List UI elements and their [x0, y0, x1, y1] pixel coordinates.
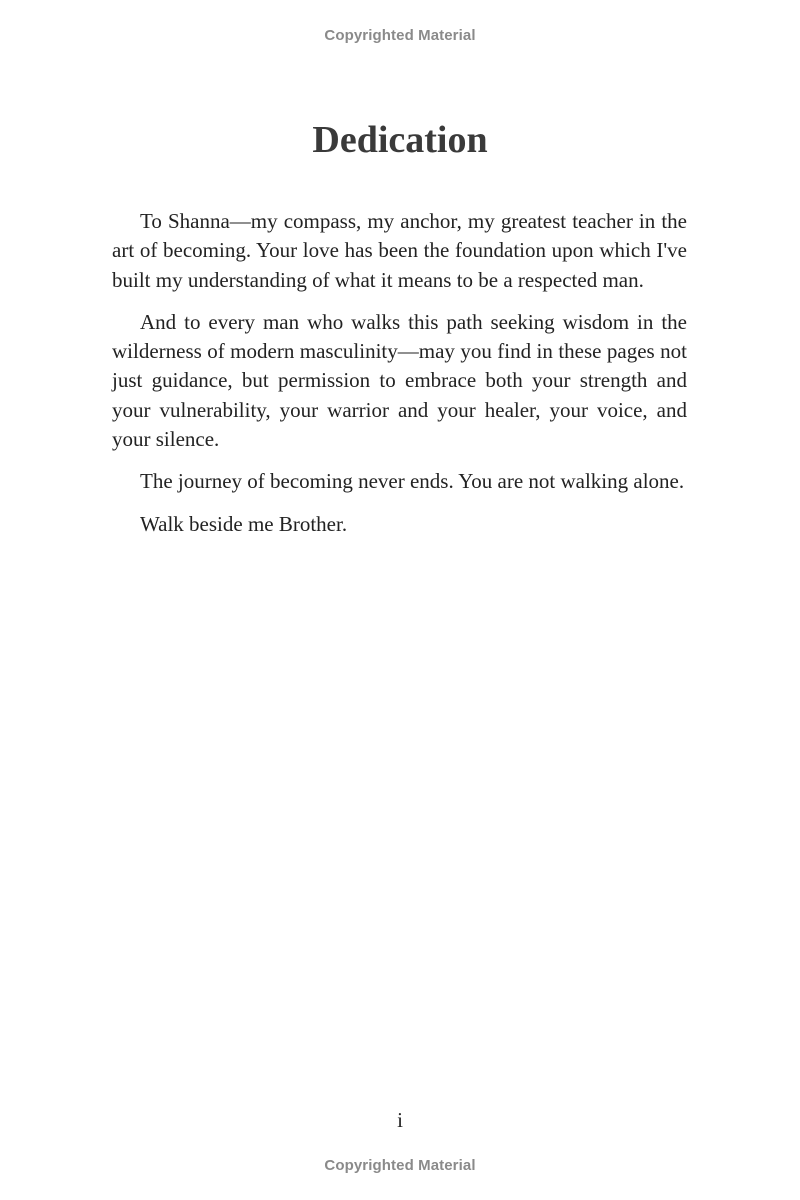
dedication-paragraph-4: Walk beside me Brother.: [140, 511, 348, 536]
copyright-watermark-top: Copyrighted Material: [324, 27, 476, 44]
dedication-body: [112, 207, 687, 552]
copyright-watermark-bottom: Copyrighted Material: [324, 1157, 476, 1174]
dedication-paragraph-2: And to every man who walks this path seeking wisdom in the wilderness of modern masculinity—may you find in these pages not just guidance, but permission to embrace both your strength and your vulnerability, your warrior and your healer, your voice, and your silence.: [112, 309, 687, 452]
dedication-paragraph-3: The journey of becoming never ends. You are not walking alone.: [140, 469, 685, 494]
page-title: Dedication: [312, 119, 488, 161]
page-number: i: [397, 1108, 403, 1132]
dedication-paragraph-1: To Shanna—my compass, my anchor, my greatest teacher in the art of becoming. Your love has been the foundation upon which I've built my understanding of what it means to be a respected man.: [112, 209, 687, 292]
